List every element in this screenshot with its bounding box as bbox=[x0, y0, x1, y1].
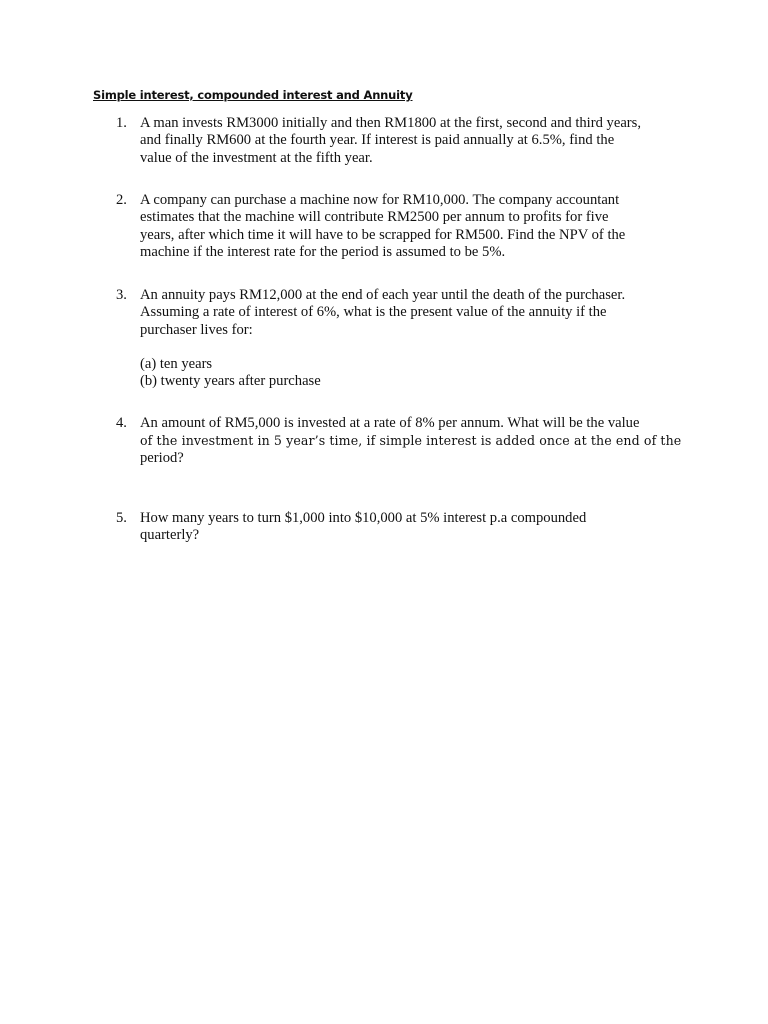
question-text-line: An annuity pays RM12,000 at the end of each year until the death of the purchaser. bbox=[140, 287, 626, 303]
question-number: 1. bbox=[116, 115, 127, 131]
question-4 bbox=[116, 415, 680, 467]
question-text-line: An amount of RM5,000 is invested at a rate of 8% per annum. What will be the value bbox=[140, 415, 640, 431]
question-number: 4. bbox=[116, 415, 127, 431]
question-subitem: (b) twenty years after purchase bbox=[140, 373, 321, 390]
question-text-line: and finally RM600 at the fourth year. If interest is paid annually at 6.5%, find the bbox=[140, 132, 615, 149]
question-text-line: How many years to turn $1,000 into $10,000 at 5% interest p.a compounded bbox=[140, 510, 587, 526]
question-text-line: of the investment in 5 year’s time, if simple interest is added once at the end of the bbox=[140, 433, 682, 449]
question-3 bbox=[116, 287, 680, 390]
question-number: 3. bbox=[116, 287, 127, 303]
question-subitems bbox=[140, 356, 680, 391]
question-text-line: estimates that the machine will contribute RM2500 per annum to profits for five bbox=[140, 209, 609, 226]
question-5 bbox=[116, 510, 680, 545]
page-title: Simple interest, compounded interest and Annuity bbox=[93, 88, 413, 102]
question-2 bbox=[116, 192, 680, 261]
question-text-line: value of the investment at the fifth year. bbox=[140, 149, 373, 166]
question-subitem: (a) ten years bbox=[140, 355, 213, 372]
question-1 bbox=[116, 115, 680, 167]
question-number: 5. bbox=[116, 510, 127, 526]
question-text-line: quarterly? bbox=[140, 527, 200, 544]
question-text-line: period? bbox=[140, 449, 184, 466]
question-text-line: Assuming a rate of interest of 6%, what is the present value of the annuity if the bbox=[140, 304, 607, 321]
question-text-line: years, after which time it will have to be scrapped for RM500. Find the NPV of the bbox=[140, 226, 626, 243]
question-text-line: purchaser lives for: bbox=[140, 321, 253, 338]
question-text-line: machine if the interest rate for the period is assumed to be 5%. bbox=[140, 243, 506, 260]
question-text-line: A company can purchase a machine now for RM10,000. The company accountant bbox=[140, 192, 620, 208]
question-number: 2. bbox=[116, 192, 127, 208]
question-text-line: A man invests RM3000 initially and then RM1800 at the first, second and third years, bbox=[140, 115, 641, 131]
